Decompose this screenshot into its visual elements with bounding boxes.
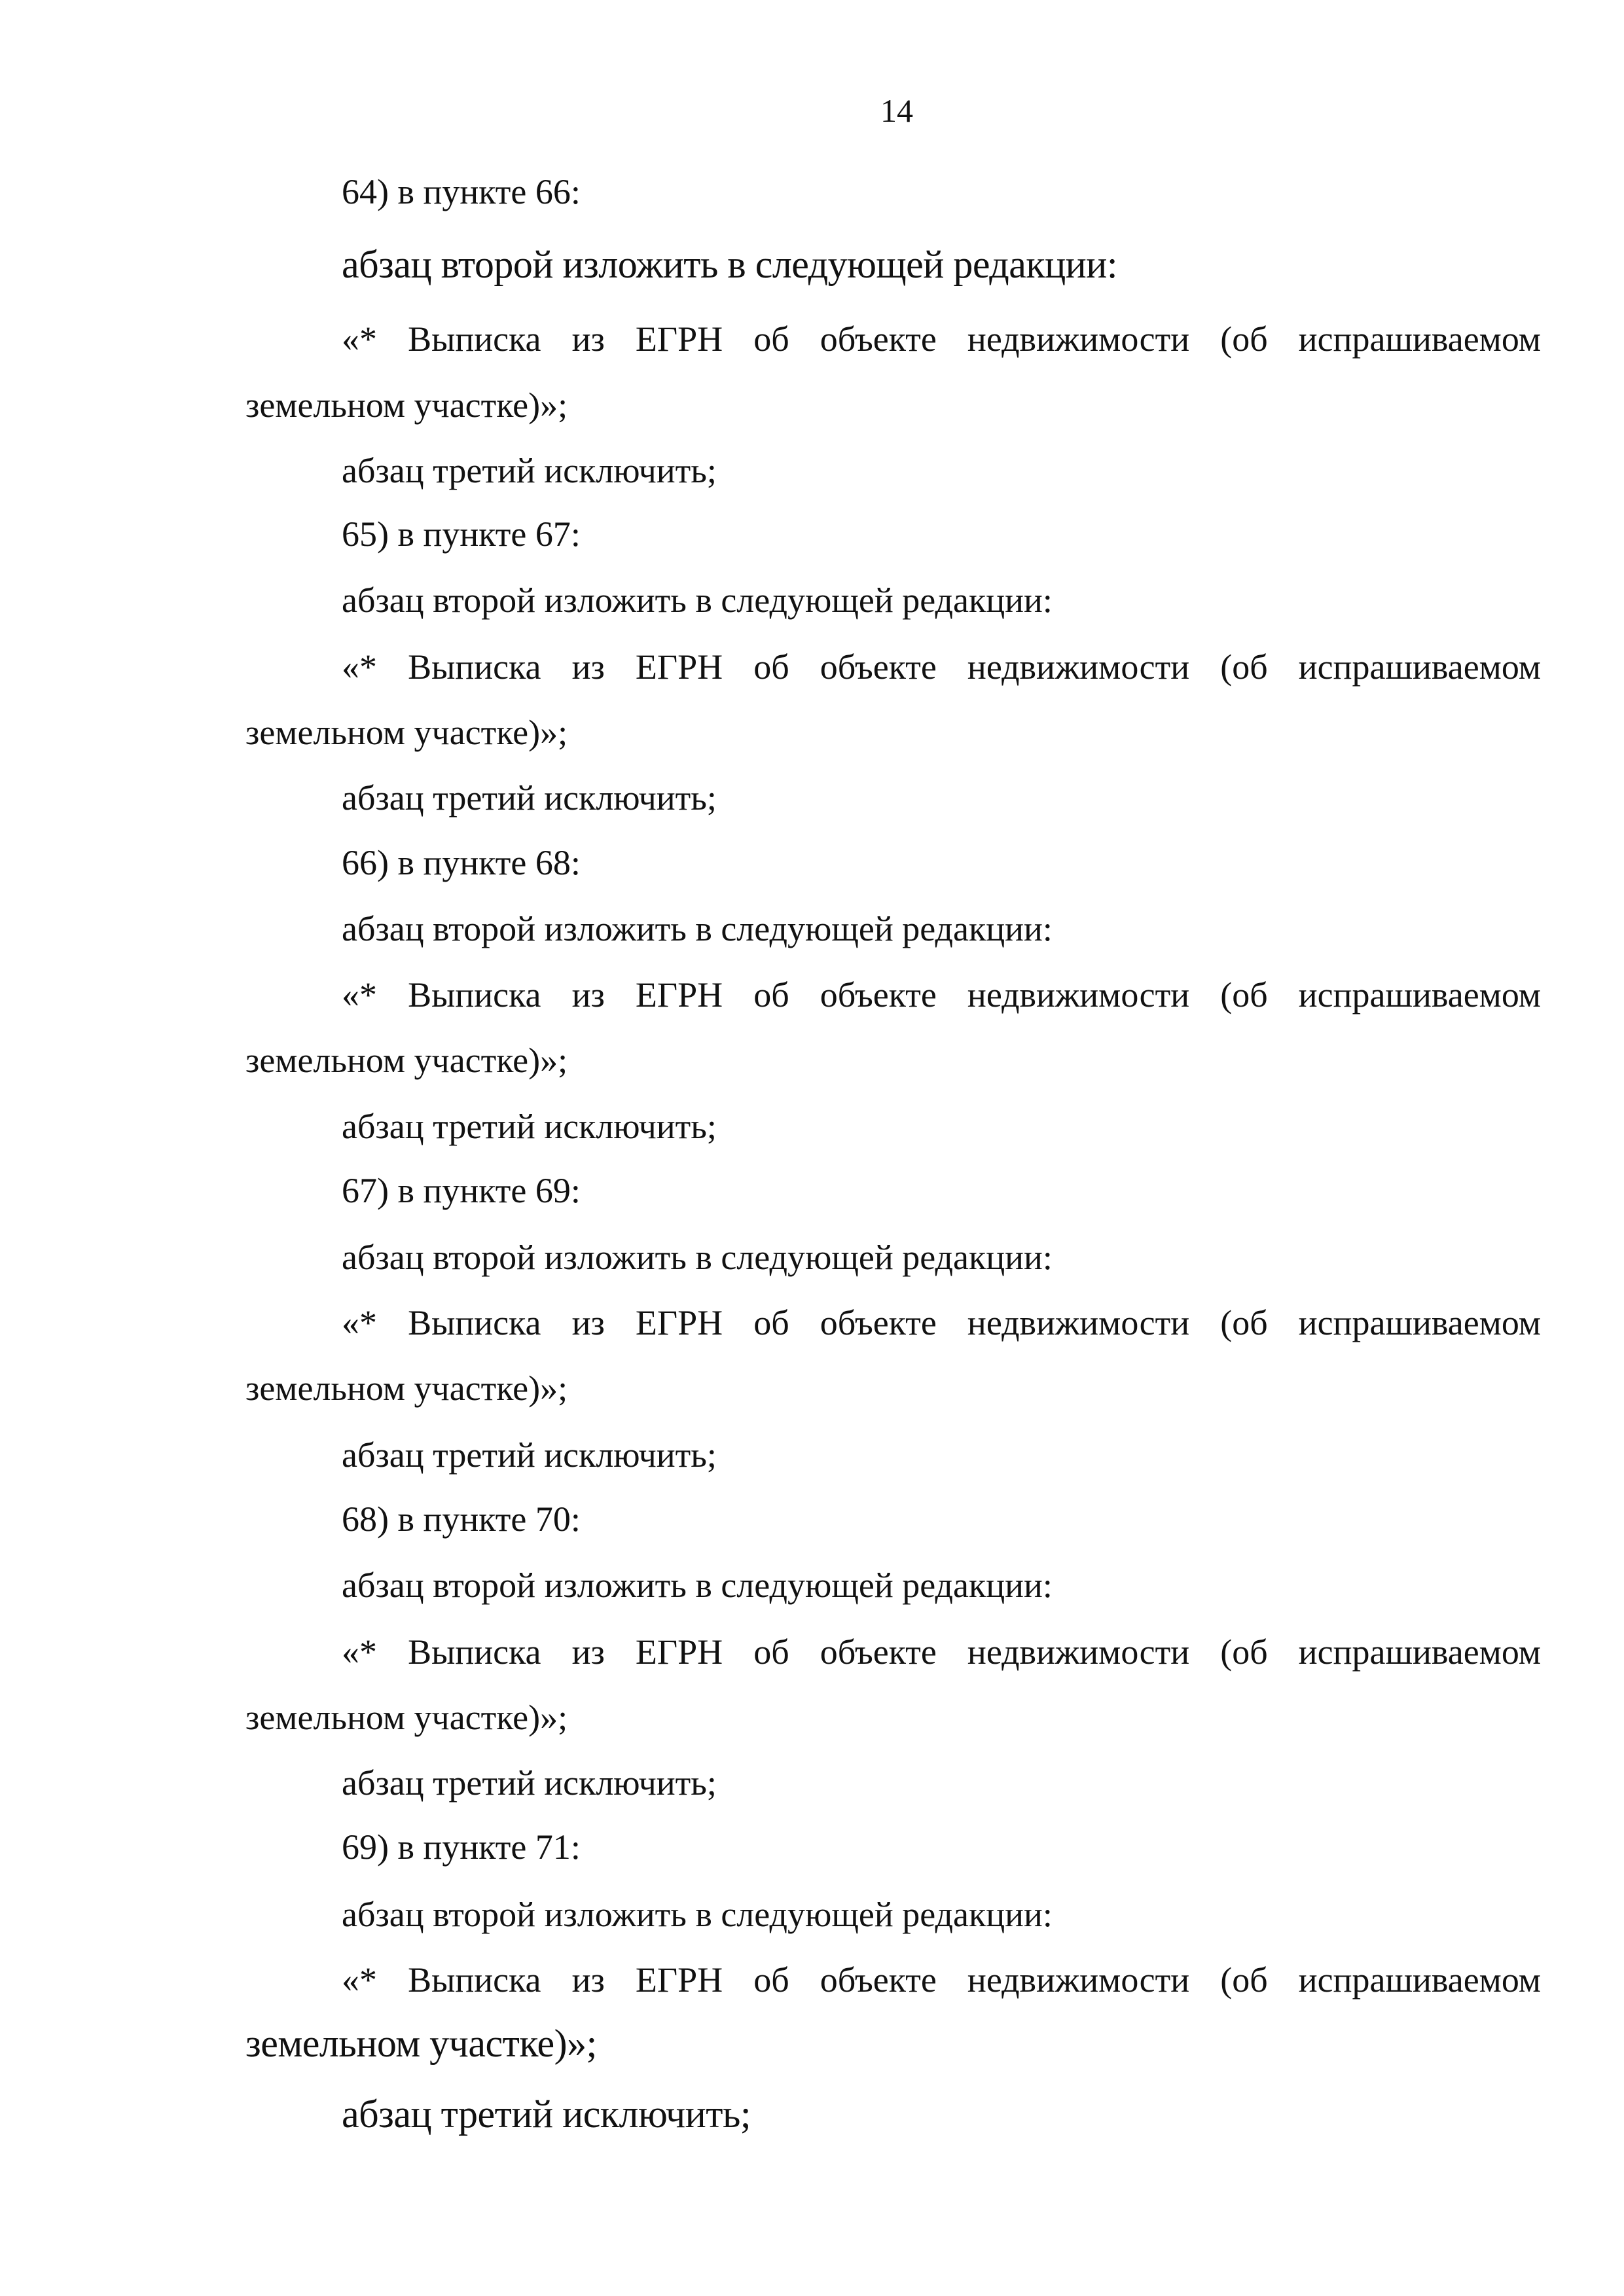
quote-line-continued: земельном участке)»; [245, 1041, 568, 1080]
paragraph-instruction: абзац третий исключить; [342, 2092, 751, 2136]
quote-line: «* Выписка из ЕГРН об объекте недвижимости (об испрашиваемом [342, 1632, 1541, 1672]
item-heading: 69) в пункте 71: [342, 1827, 581, 1867]
paragraph-instruction: абзац третий исключить; [342, 1107, 717, 1146]
quote-line-continued: земельном участке)»; [245, 1369, 568, 1408]
item-heading: 66) в пункте 68: [342, 843, 581, 882]
paragraph-instruction: абзац второй изложить в следующей редакции: [342, 1895, 1053, 1934]
paragraph-instruction: абзац второй изложить в следующей редакции: [342, 1238, 1053, 1277]
quote-line-continued: земельном участке)»; [245, 2022, 597, 2065]
paragraph-instruction: абзац второй изложить в следующей редакции: [342, 243, 1118, 286]
item-heading: 68) в пункте 70: [342, 1499, 581, 1539]
item-heading: 64) в пункте 66: [342, 172, 581, 211]
paragraph-instruction: абзац третий исключить; [342, 1435, 717, 1475]
page-number: 14 [880, 92, 913, 129]
quote-line: «* Выписка из ЕГРН об объекте недвижимости (об испрашиваемом [342, 1303, 1541, 1342]
quote-line-continued: земельном участке)»; [245, 713, 568, 752]
item-heading: 67) в пункте 69: [342, 1171, 581, 1210]
quote-line-continued: земельном участке)»; [245, 1698, 568, 1737]
paragraph-instruction: абзац второй изложить в следующей редакции: [342, 581, 1053, 620]
paragraph-instruction: абзац третий исключить; [342, 1763, 717, 1803]
quote-line: «* Выписка из ЕГРН об объекте недвижимости (об испрашиваемом [342, 319, 1541, 359]
paragraph-instruction: абзац третий исключить; [342, 451, 717, 490]
item-heading: 65) в пункте 67: [342, 514, 581, 554]
paragraph-instruction: абзац второй изложить в следующей редакции: [342, 909, 1053, 948]
quote-line: «* Выписка из ЕГРН об объекте недвижимости (об испрашиваемом [342, 1960, 1541, 2000]
paragraph-instruction: абзац третий исключить; [342, 778, 717, 817]
paragraph-instruction: абзац второй изложить в следующей редакции: [342, 1566, 1053, 1605]
quote-line-continued: земельном участке)»; [245, 386, 568, 425]
quote-line: «* Выписка из ЕГРН об объекте недвижимости (об испрашиваемом [342, 975, 1541, 1014]
quote-line: «* Выписка из ЕГРН об объекте недвижимости (об испрашиваемом [342, 647, 1541, 687]
